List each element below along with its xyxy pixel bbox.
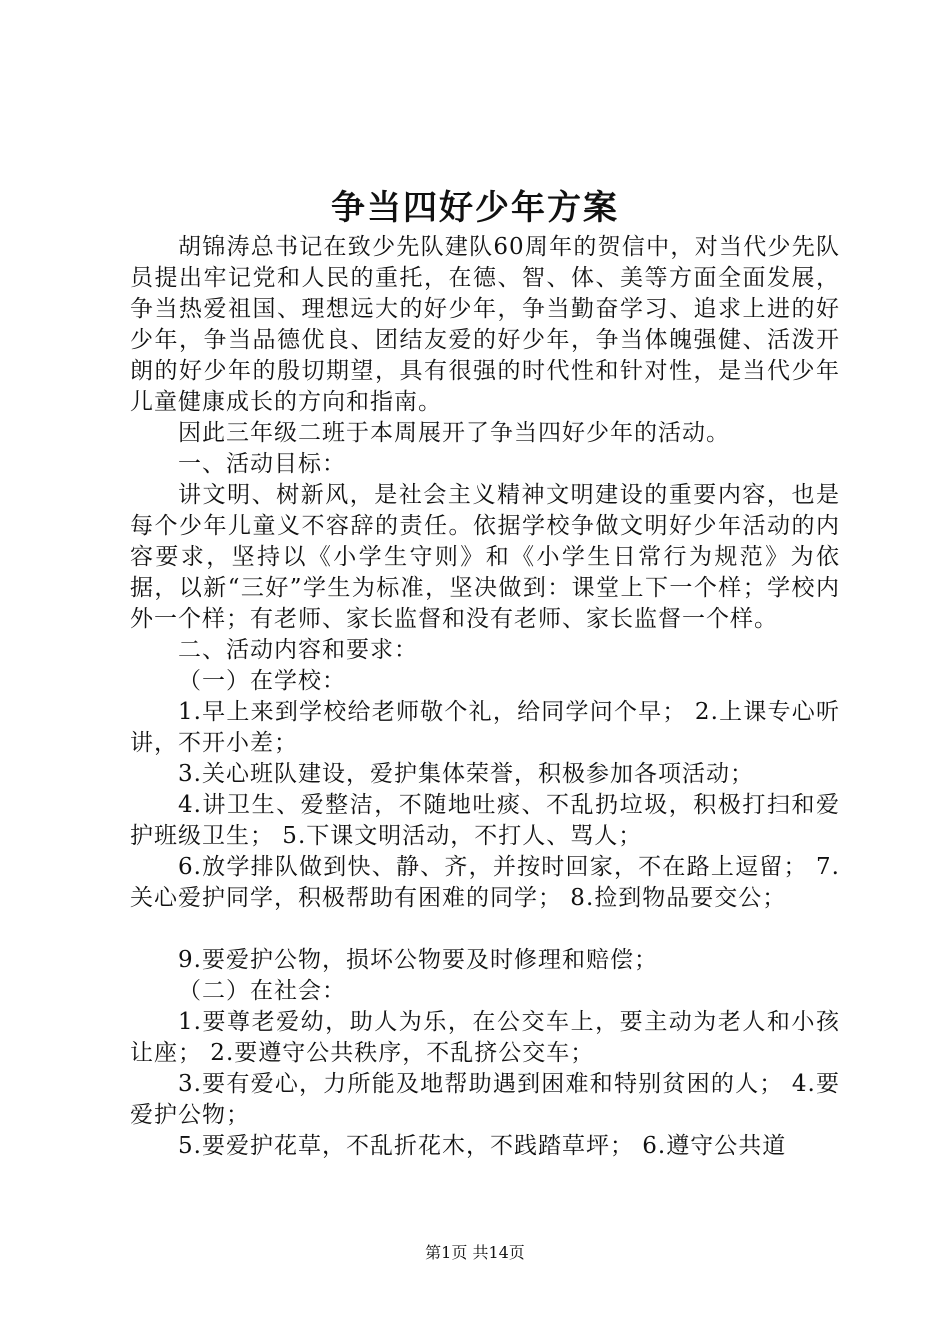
subheading-at-school: （一）在学校： bbox=[178, 668, 346, 694]
list-item: 3.要有爱心，力所能及地帮助遇到困难和特别贫困的人； 4.要爱护公物； bbox=[130, 1071, 840, 1128]
heading-activity-content: 二、活动内容和要求： bbox=[178, 637, 418, 663]
paragraph-class-activity: 因此三年级二班于本周展开了争当四好少年的活动。 bbox=[178, 420, 730, 446]
heading-activity-goals: 一、活动目标： bbox=[178, 451, 346, 477]
document-body bbox=[130, 232, 840, 1162]
page-footer: 第1页 共14页 bbox=[425, 1243, 525, 1262]
list-item: 3.关心班队建设，爱护集体荣誉，积极参加各项活动； bbox=[178, 761, 754, 787]
list-item: 5.要爱护花草，不乱折花木，不践踏草坪； 6.遵守公共道 bbox=[178, 1133, 787, 1159]
list-item: 6.放学排队做到快、静、齐，并按时回家，不在路上逗留； 7.关心爱护同学，积极帮助有困难的同学； 8.捡到物品要交公； bbox=[130, 854, 840, 911]
paragraph-intro: 胡锦涛总书记在致少先队建队60周年的贺信中，对当代少先队员提出牢记党和人民的重托，在德、智、体、美等方面全面发展，争当热爱祖国、理想远大的好少年，争当勤奋学习、追求上进的好少年，争当品德优良、团结友爱的好少年，争当体魄强健、活泼开朗的好少年的殷切期望，具有很强的时代性和针对性，是当代少年儿童健康成长的方向和指南。 bbox=[130, 234, 840, 415]
list-item: 1.早上来到学校给老师敬个礼，给同学问个早； 2.上课专心听讲，不开小差； bbox=[130, 699, 840, 756]
list-item: 1.要尊老爱幼，助人为乐，在公交车上，要主动为老人和小孩让座； 2.要遵守公共秩序，不乱挤公交车； bbox=[130, 1009, 840, 1066]
list-item: 4.讲卫生、爱整洁，不随地吐痰、不乱扔垃圾，积极打扫和爱护班级卫生； 5.下课文明活动，不打人、骂人； bbox=[130, 792, 840, 849]
subheading-in-society: （二）在社会： bbox=[178, 978, 346, 1004]
document-title: 争当四好少年方案 bbox=[331, 188, 619, 228]
list-item: 9.要爱护公物，损坏公物要及时修理和赔偿； bbox=[178, 947, 658, 973]
paragraph-goals: 讲文明、树新风，是社会主义精神文明建设的重要内容，也是每个少年儿童义不容辞的责任。依据学校争做文明好少年活动的内容要求，坚持以《小学生守则》和《小学生日常行为规范》为依据，以新“三好”学生为标准，坚决做到：课堂上下一个样；学校内外一个样；有老师、家长监督和没有老师、家长监督一个样。 bbox=[130, 482, 840, 632]
